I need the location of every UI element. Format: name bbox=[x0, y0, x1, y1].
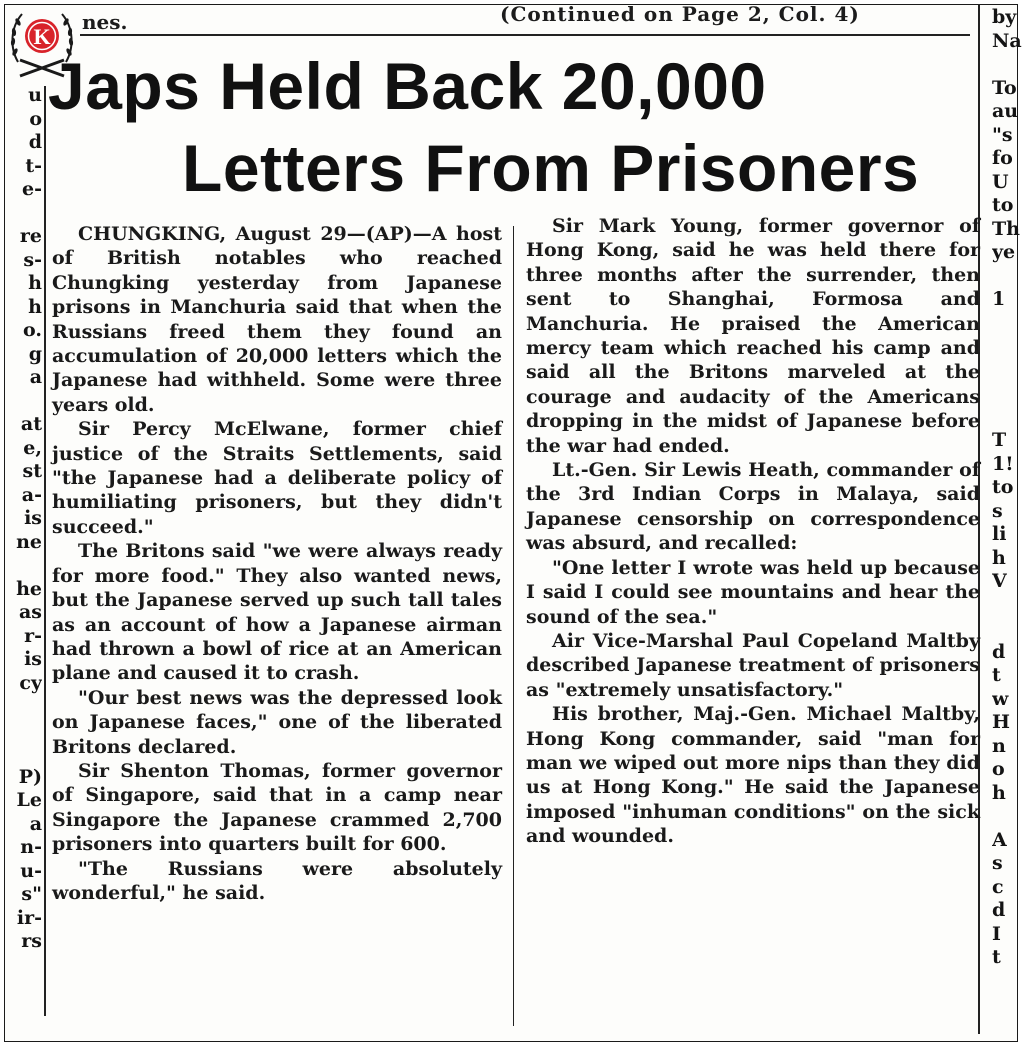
edge-fragment: s" bbox=[21, 883, 42, 905]
edge-fragment: cy bbox=[19, 671, 42, 694]
edge-fragment: at bbox=[20, 413, 42, 435]
edge-fragment: t bbox=[992, 664, 1001, 686]
edge-fragment: s bbox=[992, 852, 1003, 874]
edge-fragment: a bbox=[29, 812, 42, 835]
article-paragraph: "One letter I wrote was held up because I said I could see mountains and hear the sound of the sea." bbox=[526, 556, 980, 628]
article-column-2 bbox=[526, 214, 980, 849]
edge-fragment: w bbox=[992, 687, 1009, 710]
edge-fragment: o. bbox=[23, 319, 42, 341]
edge-fragment bbox=[992, 312, 1022, 336]
edge-fragment: a- bbox=[21, 483, 42, 506]
edge-fragment bbox=[992, 335, 1022, 359]
edge-fragment: c bbox=[992, 875, 1004, 898]
edge-fragment: he bbox=[16, 577, 42, 600]
edge-fragment: h bbox=[28, 295, 42, 318]
edge-fragment: fo bbox=[992, 147, 1013, 169]
article-column-1 bbox=[52, 222, 502, 905]
edge-fragment: V bbox=[992, 570, 1007, 592]
edge-fragment: o bbox=[29, 107, 42, 130]
edge-fragment: a bbox=[29, 366, 42, 388]
edge-fragment: U bbox=[992, 170, 1009, 193]
edge-fragment: d bbox=[28, 131, 42, 153]
edge-fragment: ye bbox=[992, 241, 1016, 263]
edge-fragment: H bbox=[992, 711, 1010, 733]
edge-fragment bbox=[6, 202, 42, 226]
edge-fragment: n- bbox=[20, 836, 42, 858]
edge-fragment: to bbox=[992, 194, 1014, 216]
edge-fragment: st bbox=[22, 460, 42, 482]
logo-letter: K bbox=[33, 24, 51, 49]
edge-fragment: s bbox=[992, 499, 1003, 522]
edge-fragment bbox=[992, 265, 1022, 289]
edge-fragment: T bbox=[992, 429, 1007, 451]
edge-fragment bbox=[6, 390, 42, 414]
edge-fragment: rs bbox=[21, 930, 42, 952]
edge-fragment bbox=[992, 359, 1022, 383]
headline-line-2: Letters From Prisoners bbox=[182, 131, 920, 205]
article-paragraph: Sir Shenton Thomas, former governor of Singapore, said that in a camp near Singapore the Japanese crammed 2,700 prisoners into quarters built for 600. bbox=[52, 759, 502, 856]
edge-fragment: 1 bbox=[992, 288, 1006, 310]
edge-fragment: Le bbox=[16, 789, 42, 811]
top-left-fragment: nes. bbox=[82, 10, 128, 34]
headline-line-1: Japs Held Back 20,000 bbox=[48, 49, 767, 123]
article-paragraph: His brother, Maj.-Gen. Michael Maltby, Hong Kong commander, said "man for man we wiped out more nips than they did us at Hong Kong." He said the Japanese imposed "inhuman conditions" on the sick and wounded. bbox=[526, 703, 980, 848]
edge-fragment: to bbox=[992, 476, 1014, 498]
edge-fragment: by bbox=[992, 6, 1017, 28]
center-column-rule bbox=[513, 226, 514, 1026]
edge-fragment: g bbox=[28, 342, 42, 365]
edge-fragment: n bbox=[992, 734, 1006, 757]
article-paragraph: Sir Percy McElwane, former chief justice of the Straits Settlements, said "the Japanese had a deliberate policy of humiliating prisoners, but they didn't succeed." bbox=[52, 418, 502, 538]
edge-fragment: t bbox=[992, 946, 1001, 968]
edge-fragment: I bbox=[992, 922, 1001, 945]
edge-fragment: r- bbox=[24, 624, 42, 647]
edge-fragment bbox=[6, 554, 42, 578]
edge-fragment: e, bbox=[23, 436, 42, 459]
continued-notice: (Continued on Page 2, Col. 4) bbox=[500, 2, 860, 26]
edge-fragment: h bbox=[28, 272, 42, 294]
edge-fragment: is bbox=[24, 648, 42, 670]
right-edge-fragments bbox=[992, 6, 1022, 970]
article-paragraph: The Britons said "we were always ready for more food." They also wanted news, but the Japanese served up such tall tales as an account of how a Japanese airman had thrown a bowl of rice at an American plane and caused it to crash. bbox=[52, 540, 502, 685]
top-rule bbox=[80, 34, 970, 36]
edge-fragment: Th bbox=[992, 217, 1020, 240]
edge-fragment: u- bbox=[20, 859, 42, 882]
edge-fragment bbox=[992, 406, 1022, 430]
edge-fragment: is bbox=[24, 507, 42, 529]
edge-fragment: P) bbox=[18, 765, 42, 788]
article-paragraph: Lt.-Gen. Sir Lewis Heath, commander of the 3rd Indian Corps in Malaya, said Japanese censorship on correspondence was absurd, and recalled: bbox=[526, 459, 980, 555]
article-paragraph: CHUNGKING, August 29—(AP)—A host of British notables who reached Chungking yesterday from Japanese prisons in Manchuria said that when the Russians freed them they found an accumulation of 20,000 letters which the Japanese had withheld. Some were three years old. bbox=[52, 223, 502, 416]
edge-fragment: h bbox=[992, 546, 1006, 569]
edge-fragment bbox=[992, 617, 1022, 641]
article-paragraph: Air Vice-Marshal Paul Copeland Maltby described Japanese treatment of prisoners as "extremely unsatisfactory." bbox=[526, 629, 980, 701]
edge-fragment bbox=[992, 53, 1022, 77]
edge-fragment bbox=[6, 719, 42, 743]
edge-fragment: t- bbox=[25, 154, 42, 177]
article-paragraph: Sir Mark Young, former governor of Hong Kong, said he was held there for three months after the surrender, then sent to Shanghai, Formosa and Manchuria. He praised the American mercy team which reached his camp and said all the Britons marveled at the courage and audacity of the Americans dropping in the midst of Japanese before the war had ended. bbox=[526, 215, 980, 457]
edge-fragment: A bbox=[992, 828, 1007, 851]
edge-fragment: 1! bbox=[992, 452, 1014, 475]
edge-fragment: ir- bbox=[16, 906, 42, 929]
edge-fragment: d bbox=[992, 640, 1006, 663]
edge-fragment: li bbox=[992, 523, 1007, 545]
article-paragraph: "The Russians were absolutely wonderful," he said. bbox=[52, 857, 502, 904]
edge-fragment: Na bbox=[992, 29, 1022, 52]
edge-fragment bbox=[6, 742, 42, 766]
edge-fragment: h bbox=[992, 781, 1006, 804]
left-edge-fragments bbox=[6, 84, 42, 954]
edge-fragment: d bbox=[992, 899, 1006, 921]
edge-fragment: o bbox=[992, 758, 1005, 780]
edge-fragment bbox=[992, 805, 1022, 829]
edge-fragment: ne bbox=[16, 530, 42, 553]
edge-fragment: u bbox=[28, 84, 42, 106]
edge-fragment: s- bbox=[23, 248, 42, 271]
edge-fragment: as bbox=[18, 601, 42, 623]
left-column-rule bbox=[44, 86, 46, 1016]
article-paragraph: "Our best news was the depressed look on Japanese faces," one of the liberated Britons declared. bbox=[52, 686, 502, 758]
edge-fragment: e- bbox=[22, 178, 42, 200]
edge-fragment bbox=[6, 695, 42, 719]
edge-fragment: To bbox=[992, 76, 1017, 99]
edge-fragment bbox=[992, 594, 1022, 618]
edge-fragment bbox=[992, 382, 1022, 406]
edge-fragment: re bbox=[19, 225, 42, 247]
edge-fragment: "s bbox=[992, 123, 1013, 146]
edge-fragment: au bbox=[992, 100, 1019, 122]
